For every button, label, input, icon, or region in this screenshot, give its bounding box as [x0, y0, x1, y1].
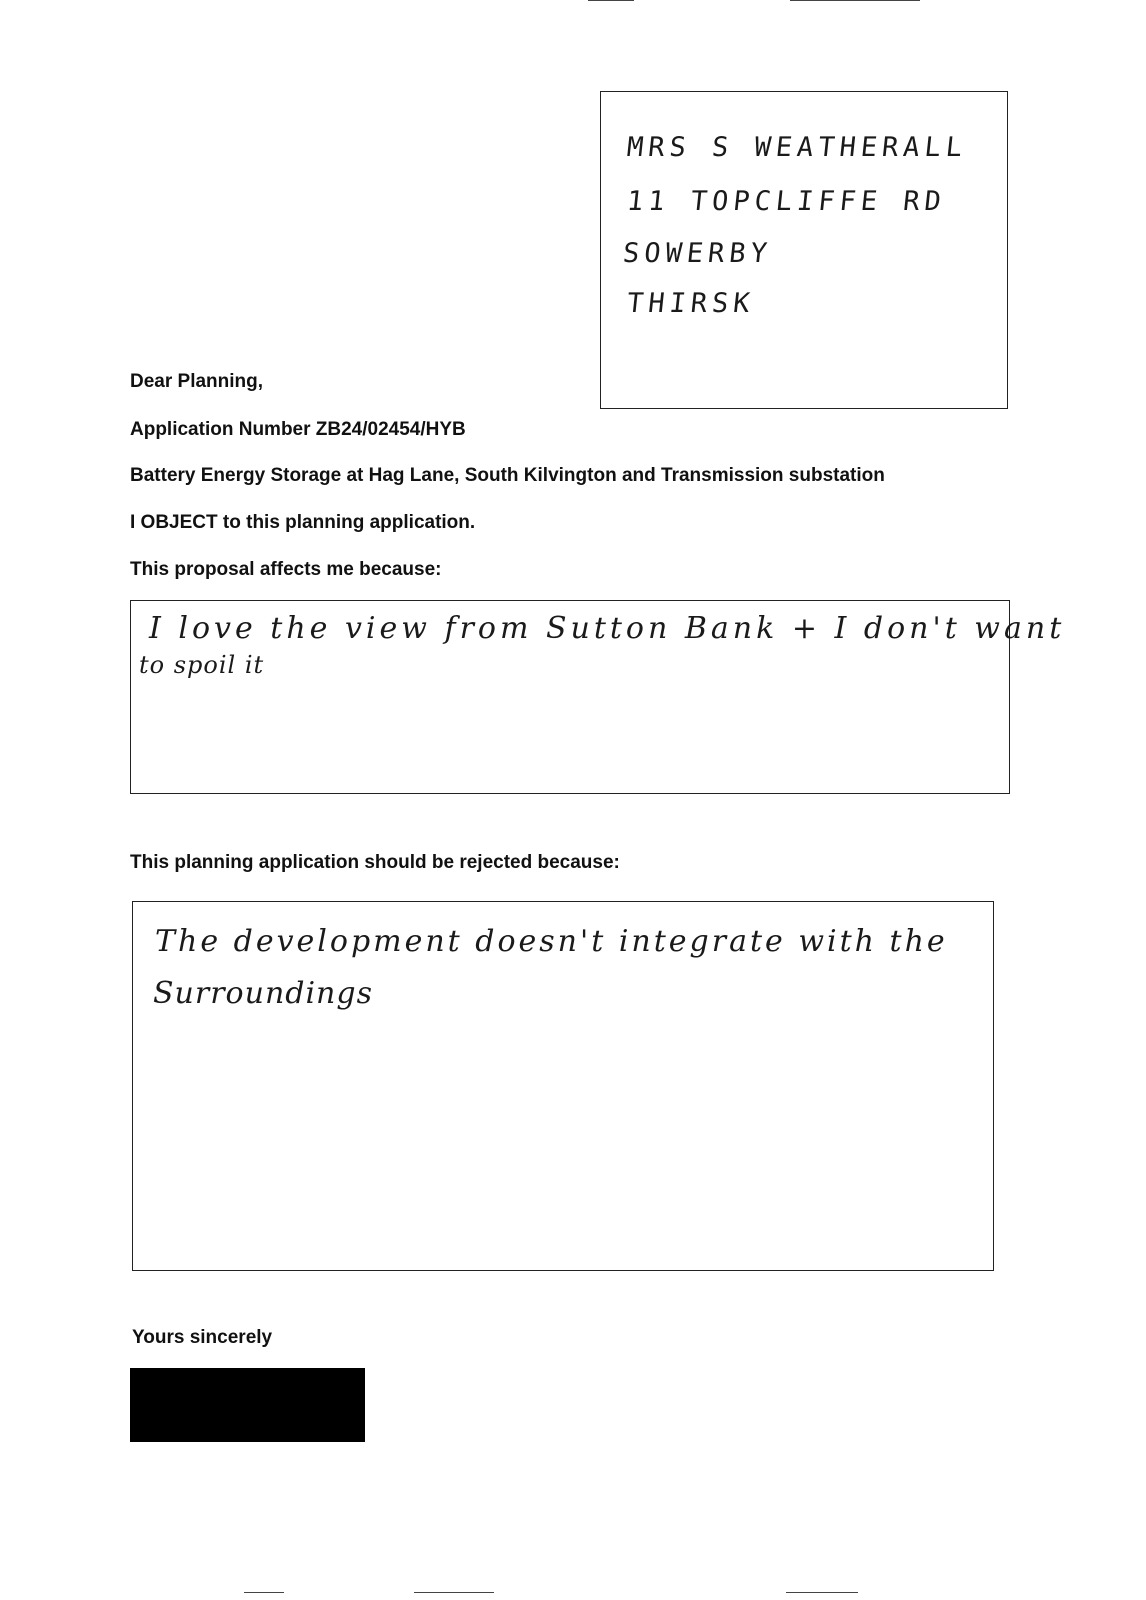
- affects-answer-line-1: I love the view from Sutton Bank + I don't want: [149, 611, 1066, 646]
- affects-prompt: This proposal affects me because:: [130, 559, 442, 580]
- affects-answer-line-2: to spoil it: [139, 651, 265, 679]
- address-box: [600, 91, 1008, 409]
- closing: Yours sincerely: [132, 1327, 273, 1348]
- objection-statement: I OBJECT to this planning application.: [130, 512, 476, 533]
- scan-mark-bottom-middle: [414, 1592, 494, 1593]
- address-line-name: MRS S WEATHERALL: [625, 132, 969, 163]
- scan-mark-bottom-right: [786, 1592, 858, 1593]
- address-line-street: 11 TOPCLIFFE RD: [625, 186, 948, 217]
- rejected-prompt: This planning application should be rejected because:: [130, 852, 620, 873]
- scan-mark-top-left: [588, 0, 634, 1]
- application-number: Application Number ZB24/02454/HYB: [130, 419, 466, 440]
- scan-mark-top-right: [790, 0, 920, 1]
- affects-answer-box: [130, 600, 1066, 794]
- rejected-answer-line-1: The development doesn't integrate with the: [155, 924, 948, 959]
- application-subject: Battery Energy Storage at Hag Lane, South Kilvington and Transmission substation: [130, 465, 885, 486]
- rejected-answer-box: [132, 901, 994, 1271]
- redacted-signature: [130, 1368, 365, 1442]
- scan-mark-bottom-left: [244, 1592, 284, 1593]
- rejected-answer-line-2: Surroundings: [153, 976, 373, 1011]
- salutation: Dear Planning,: [130, 371, 264, 392]
- address-line-town: SOWERBY: [621, 238, 774, 269]
- address-line-city: THIRSK: [625, 288, 757, 319]
